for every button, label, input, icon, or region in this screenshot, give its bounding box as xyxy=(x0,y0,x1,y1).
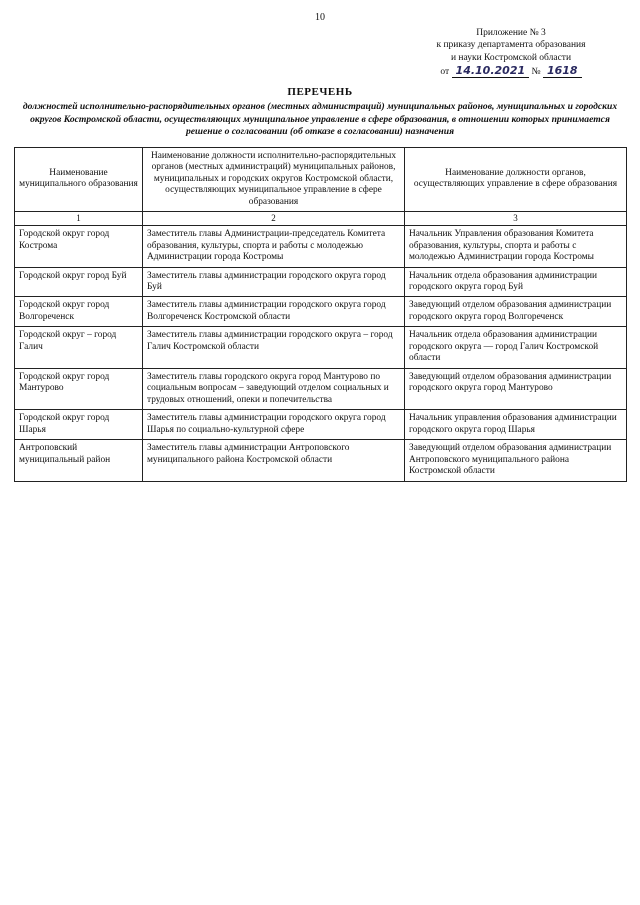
cell-position: Заместитель главы администрации городского округа город Шарья по социально-культурной сфере xyxy=(143,410,405,440)
column-number: 3 xyxy=(405,212,627,226)
cell-municipality: Городской округ город Кострома xyxy=(15,226,143,267)
table-row xyxy=(15,410,627,440)
cell-position: Заместитель главы администрации городского округа город Буй xyxy=(143,267,405,297)
table-header-row xyxy=(15,147,627,211)
table-row xyxy=(15,267,627,297)
table-row xyxy=(15,327,627,368)
cell-position: Заместитель главы администрации городского округа город Волгореченск Костромской области xyxy=(143,297,405,327)
header-education-position: Наименование должности органов, осуществляющих управление в сфере образования xyxy=(405,147,627,211)
table-number-row xyxy=(15,212,627,226)
appendix-line-2: к приказу департамента образования xyxy=(436,40,586,51)
appendix-block xyxy=(386,27,636,78)
header-municipality: Наименование муниципального образования xyxy=(15,147,143,211)
cell-education-position: Начальник управления образования администрации городского округа город Шарья xyxy=(405,410,627,440)
cell-education-position: Заведующий отделом образования администрации городского округа город Волгореченск xyxy=(405,297,627,327)
page-number: 10 xyxy=(315,12,325,23)
appendix-line-3: и науки Костромской области xyxy=(450,52,572,63)
cell-municipality: Городской округ город Шарья xyxy=(15,410,143,440)
column-number: 1 xyxy=(15,212,143,226)
document-title: ПЕРЕЧЕНЬ xyxy=(287,86,353,99)
table-row xyxy=(15,368,627,409)
date-prefix: от xyxy=(440,67,450,78)
cell-municipality: Городской округ – город Галич xyxy=(15,327,143,368)
cell-education-position: Заведующий отделом образования администрации городского округа город Мантурово xyxy=(405,368,627,409)
cell-position: Заместитель главы администрации городского округа – город Галич Костромской области xyxy=(143,327,405,368)
table-row xyxy=(15,440,627,481)
cell-education-position: Начальник отдела образования администрации городского округа — город Галич Костромской области xyxy=(405,327,627,368)
table-row xyxy=(15,297,627,327)
header-position: Наименование должности исполнительно-распорядительных органов (местных администраций) муниципальных районов, муниципальных и городских округов Костромской области, осуществляющих муниципальное управление в сфере образования xyxy=(143,147,405,211)
cell-position: Заместитель главы администрации Антроповского муниципального района Костромской области xyxy=(143,440,405,481)
document-subtitle: должностей исполнительно-распорядительных органов (местных администраций) муниципальных районов, муниципальных и городских округов Костромской области, осуществляющих муниципальное управление в сфере образования, в отношении которых принимается решение о согласовании (об отказе в согласовании) назначения xyxy=(22,101,618,138)
appendix-date-line xyxy=(386,64,636,78)
positions-table xyxy=(14,147,627,482)
cell-education-position: Заведующий отделом образования администрации Антроповского муниципального района Костромской области xyxy=(405,440,627,481)
cell-education-position: Начальник Управления образования Комитета образования, культуры, спорта и работы с молодежью Администрации города Костромы xyxy=(405,226,627,267)
column-number: 2 xyxy=(143,212,405,226)
cell-municipality: Городской округ город Мантурово xyxy=(15,368,143,409)
cell-position: Заместитель главы Администрации-председатель Комитета образования, культуры, спорта и работы с молодежью Администрации города Костромы xyxy=(143,226,405,267)
cell-municipality: Городской округ город Буй xyxy=(15,267,143,297)
order-date: 14.10.2021 xyxy=(452,64,530,78)
appendix-line-1: Приложение № 3 xyxy=(476,28,546,38)
order-number: 1618 xyxy=(543,64,582,78)
cell-education-position: Начальник отдела образования администрации городского округа город Буй xyxy=(405,267,627,297)
number-prefix: № xyxy=(531,67,541,78)
cell-municipality: Антроповский муниципальный район xyxy=(15,440,143,481)
cell-position: Заместитель главы городского округа город Мантурово по социальным вопросам – заведующий отделом социальных и трудовых отношений, опеки и попечительства xyxy=(143,368,405,409)
cell-municipality: Городской округ город Волгореченск xyxy=(15,297,143,327)
table-row xyxy=(15,226,627,267)
